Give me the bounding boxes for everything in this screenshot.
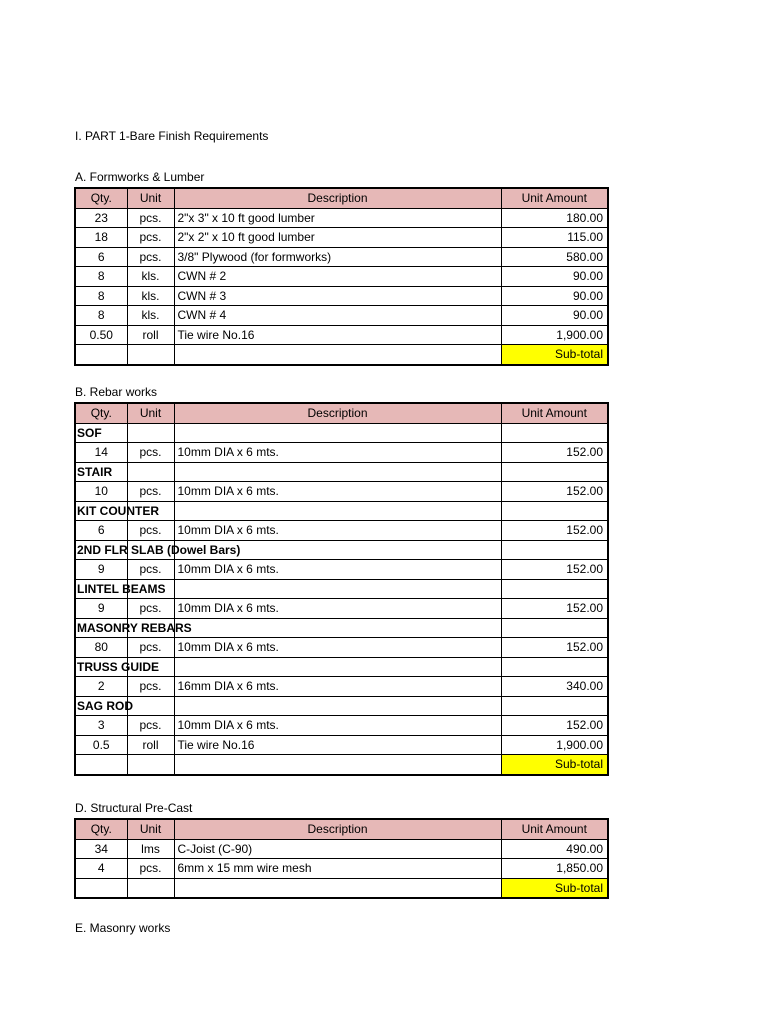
qty-header: Qty. (75, 819, 127, 839)
qty-cell: 23 (75, 208, 127, 228)
empty-cell (75, 755, 127, 775)
description-cell: CWN # 3 (174, 286, 501, 306)
description-header: Description (174, 188, 501, 208)
unit-cell: pcs. (127, 443, 174, 463)
group-label-row (75, 696, 608, 716)
description-cell: 10mm DIA x 6 mts. (174, 443, 501, 463)
amount-cell: 152.00 (501, 443, 608, 463)
qty-cell: 9 (75, 560, 127, 580)
amount-cell: 490.00 (501, 839, 608, 859)
table-row (75, 521, 608, 541)
qty-cell: 14 (75, 443, 127, 463)
table-row (75, 325, 608, 345)
qty-cell: 0.50 (75, 325, 127, 345)
qty-cell: 34 (75, 839, 127, 859)
amount-cell: 152.00 (501, 716, 608, 736)
description-header: Description (174, 819, 501, 839)
qty-cell: 10 (75, 482, 127, 502)
unit-cell: pcs. (127, 482, 174, 502)
amount-cell: 90.00 (501, 306, 608, 326)
qty-cell: 18 (75, 228, 127, 248)
description-cell: 16mm DIA x 6 mts. (174, 677, 501, 697)
table-row (75, 716, 608, 736)
empty-cell (174, 755, 501, 775)
description-cell: 6mm x 15 mm wire mesh (174, 859, 501, 879)
subtotal-label: Sub-total (501, 878, 608, 898)
description-cell: C-Joist (C-90) (174, 839, 501, 859)
group-label-row (75, 657, 608, 677)
unit-cell: roll (127, 735, 174, 755)
qty-header: Qty. (75, 403, 127, 423)
qty-cell: 6 (75, 247, 127, 267)
amount-cell: 340.00 (501, 677, 608, 697)
precast-table (74, 818, 609, 899)
table-row (75, 267, 608, 287)
amount-cell: 115.00 (501, 228, 608, 248)
description-cell: 10mm DIA x 6 mts. (174, 599, 501, 619)
unit-amount-header: Unit Amount (501, 403, 608, 423)
table-header-row (75, 403, 608, 423)
empty-cell (75, 345, 127, 365)
group-label: 2ND FLR SLAB (Dowel Bars) (75, 540, 127, 560)
amount-cell: 152.00 (501, 599, 608, 619)
table-row (75, 859, 608, 879)
empty-cell (174, 878, 501, 898)
description-cell: 10mm DIA x 6 mts. (174, 482, 501, 502)
unit-header: Unit (127, 188, 174, 208)
description-cell: Tie wire No.16 (174, 735, 501, 755)
table-row (75, 482, 608, 502)
section-d-title: D. Structural Pre-Cast (75, 801, 193, 815)
table-row (75, 286, 608, 306)
description-cell: 10mm DIA x 6 mts. (174, 560, 501, 580)
amount-cell: 152.00 (501, 482, 608, 502)
subtotal-label: Sub-total (501, 345, 608, 365)
amount-cell: 90.00 (501, 286, 608, 306)
part-title: I. PART 1-Bare Finish Requirements (75, 129, 269, 143)
table-header-row (75, 819, 608, 839)
unit-amount-header: Unit Amount (501, 188, 608, 208)
group-label-row (75, 540, 608, 560)
amount-cell: 180.00 (501, 208, 608, 228)
subtotal-label: Sub-total (501, 755, 608, 775)
description-cell: CWN # 2 (174, 267, 501, 287)
unit-cell: pcs. (127, 247, 174, 267)
qty-cell: 8 (75, 286, 127, 306)
table-row (75, 599, 608, 619)
rebar-table (74, 402, 609, 776)
table-row (75, 443, 608, 463)
unit-cell: pcs. (127, 560, 174, 580)
section-b-title: B. Rebar works (75, 385, 158, 399)
amount-cell: 1,850.00 (501, 859, 608, 879)
unit-cell: pcs. (127, 599, 174, 619)
group-label: LINTEL BEAMS (75, 579, 127, 599)
group-label: MASONRY REBARS (75, 618, 127, 638)
amount-cell: 90.00 (501, 267, 608, 287)
qty-cell: 3 (75, 716, 127, 736)
unit-cell: pcs. (127, 859, 174, 879)
amount-cell: 152.00 (501, 560, 608, 580)
unit-cell: pcs. (127, 521, 174, 541)
unit-cell: kls. (127, 267, 174, 287)
table-header-row (75, 188, 608, 208)
subtotal-row (75, 755, 608, 775)
description-cell: 2"x 3" x 10 ft good lumber (174, 208, 501, 228)
description-header: Description (174, 403, 501, 423)
empty-cell (127, 878, 174, 898)
unit-cell: kls. (127, 306, 174, 326)
group-label-row (75, 618, 608, 638)
qty-cell: 4 (75, 859, 127, 879)
amount-cell: 152.00 (501, 638, 608, 658)
table-row (75, 638, 608, 658)
table-row (75, 247, 608, 267)
group-label-row (75, 501, 608, 521)
group-label-row (75, 579, 608, 599)
amount-cell: 152.00 (501, 521, 608, 541)
unit-cell: pcs. (127, 638, 174, 658)
amount-cell: 1,900.00 (501, 735, 608, 755)
description-cell: 2"x 2" x 10 ft good lumber (174, 228, 501, 248)
description-cell: Tie wire No.16 (174, 325, 501, 345)
unit-cell: kls. (127, 286, 174, 306)
unit-header: Unit (127, 819, 174, 839)
qty-cell: 8 (75, 306, 127, 326)
section-a-title: A. Formworks & Lumber (75, 170, 205, 184)
group-label: TRUSS GUIDE (75, 657, 127, 677)
subtotal-row (75, 345, 608, 365)
qty-cell: 8 (75, 267, 127, 287)
table-row (75, 306, 608, 326)
unit-cell: pcs. (127, 228, 174, 248)
unit-cell: roll (127, 325, 174, 345)
formworks-table (74, 187, 609, 366)
unit-cell: pcs. (127, 208, 174, 228)
description-cell: 10mm DIA x 6 mts. (174, 638, 501, 658)
unit-cell: pcs. (127, 716, 174, 736)
qty-cell: 80 (75, 638, 127, 658)
table-row (75, 677, 608, 697)
description-cell: 10mm DIA x 6 mts. (174, 521, 501, 541)
group-label-row (75, 462, 608, 482)
table-row (75, 208, 608, 228)
unit-cell: pcs. (127, 677, 174, 697)
description-cell: 10mm DIA x 6 mts. (174, 716, 501, 736)
amount-cell: 1,900.00 (501, 325, 608, 345)
group-label: SOF (75, 423, 127, 443)
subtotal-row (75, 878, 608, 898)
group-label: SAG ROD (75, 696, 127, 716)
description-cell: CWN # 4 (174, 306, 501, 326)
table-row (75, 839, 608, 859)
table-row (75, 228, 608, 248)
empty-cell (75, 878, 127, 898)
qty-cell: 0.5 (75, 735, 127, 755)
section-e-title: E. Masonry works (75, 921, 171, 935)
group-label-row (75, 423, 608, 443)
empty-cell (174, 345, 501, 365)
description-cell: 3/8" Plywood (for formworks) (174, 247, 501, 267)
empty-cell (127, 755, 174, 775)
table-row (75, 735, 608, 755)
qty-cell: 2 (75, 677, 127, 697)
unit-amount-header: Unit Amount (501, 819, 608, 839)
qty-header: Qty. (75, 188, 127, 208)
unit-header: Unit (127, 403, 174, 423)
group-label: STAIR (75, 462, 127, 482)
qty-cell: 9 (75, 599, 127, 619)
qty-cell: 6 (75, 521, 127, 541)
group-label: KIT COUNTER (75, 501, 127, 521)
empty-cell (127, 345, 174, 365)
amount-cell: 580.00 (501, 247, 608, 267)
table-row (75, 560, 608, 580)
unit-cell: lms (127, 839, 174, 859)
